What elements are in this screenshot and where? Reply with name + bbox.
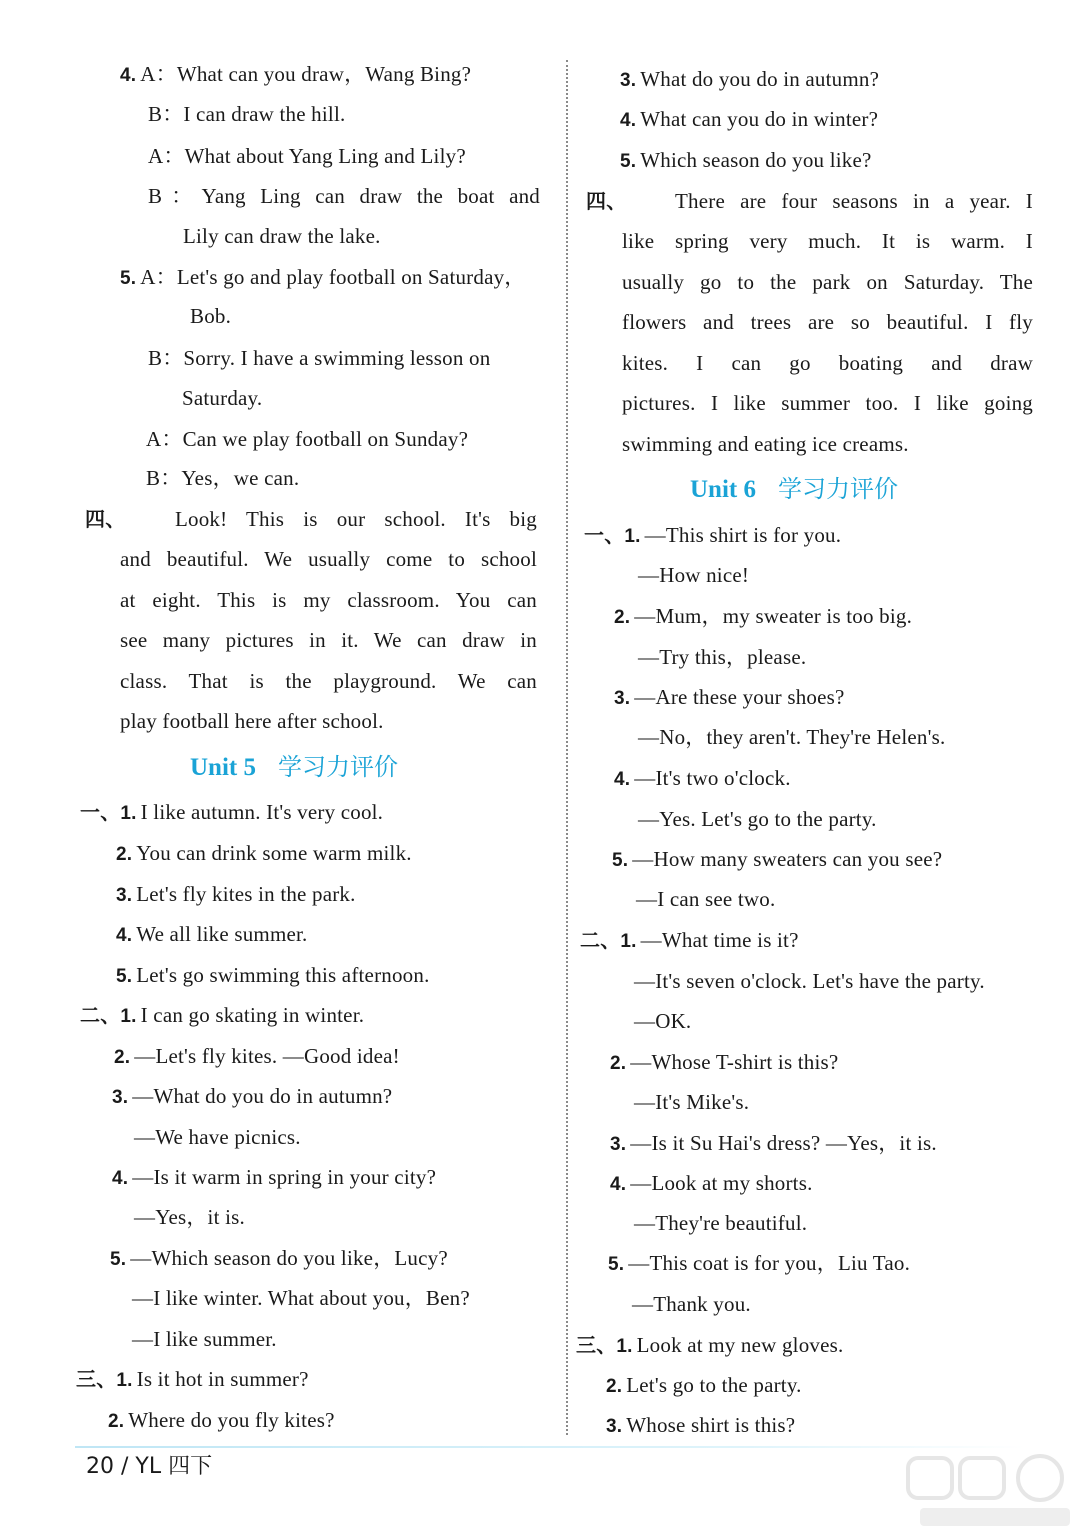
u5-sec3-item1: 三、1. Is it hot in summer? bbox=[76, 1367, 309, 1391]
right-sec4-line4: flowers and trees are so beautiful. I fly bbox=[622, 310, 1033, 334]
column-divider bbox=[566, 60, 568, 1435]
left-q5-line4: Saturday. bbox=[182, 386, 263, 410]
right-sec4-line5: kites. I can go boating and draw bbox=[622, 351, 1033, 375]
u6-sec2-item3: 3. —Is it Su Hai's dress? —Yes，it is. bbox=[610, 1131, 937, 1155]
right-u5-sec3-item5: 5. Which season do you like? bbox=[620, 148, 872, 172]
u6-sec1-item3a: 3. —Are these your shoes? bbox=[614, 685, 845, 709]
right-sec4-label: 四、 bbox=[586, 189, 627, 213]
u6-sec1-item1b: —How nice! bbox=[638, 563, 750, 587]
u5-sec1-item5: 5. Let's go swimming this afternoon. bbox=[116, 963, 430, 987]
u6-sec3-item2: 2. Let's go to the party. bbox=[606, 1373, 802, 1397]
right-sec4-line1: There are four seasons in a year. I bbox=[675, 189, 1033, 213]
u5-sec2-item5a: 5. —Which season do you like，Lucy? bbox=[110, 1246, 448, 1270]
u6-sec2-item5b: —Thank you. bbox=[632, 1292, 751, 1316]
u6-sec2-item1a: 二、1. —What time is it? bbox=[580, 928, 799, 952]
right-sec4-line7: swimming and eating ice creams. bbox=[622, 432, 909, 456]
u5-sec1-item4: 4. We all like summer. bbox=[116, 922, 308, 946]
page-footer: 20 / YL 四下 bbox=[86, 1454, 213, 1479]
u6-sec1-item5a: 5. —How many sweaters can you see? bbox=[612, 847, 943, 871]
u5-sec2-item3b: —We have picnics. bbox=[134, 1125, 301, 1149]
left-sec4-line5: class. That is the playground. We can bbox=[120, 669, 537, 693]
u6-sec2-item4b: —They're beautiful. bbox=[634, 1211, 808, 1235]
u6-sec1-item1a: 一、1. —This shirt is for you. bbox=[584, 523, 842, 547]
left-sec4-line2: and beautiful. We usually come to school bbox=[120, 547, 537, 571]
u5-sec1-item3: 3. Let's fly kites in the park. bbox=[116, 882, 356, 906]
u5-sec2-item1: 二、1. I can go skating in winter. bbox=[80, 1003, 365, 1027]
u6-sec1-item4a: 4. —It's two o'clock. bbox=[614, 766, 791, 790]
right-u5-sec3-item3: 3. What do you do in autumn? bbox=[620, 67, 880, 91]
left-q5-line3: B：Sorry. I have a swimming lesson on bbox=[148, 346, 491, 370]
left-sec4-line6: play football here after school. bbox=[120, 709, 384, 733]
watermark-logo-icon bbox=[900, 1452, 1080, 1532]
u6-sec1-item4b: —Yes. Let's go to the party. bbox=[638, 807, 877, 831]
left-sec4-line4: see many pictures in it. We can draw in bbox=[120, 628, 537, 652]
u6-sec2-item1c: —OK. bbox=[634, 1009, 692, 1033]
u5-sec1-item2: 2. You can drink some warm milk. bbox=[116, 841, 412, 865]
footer-rule bbox=[75, 1446, 1025, 1448]
unit6-heading: Unit 6 学习力评价 bbox=[690, 475, 898, 503]
left-q4-line5: Lily can draw the lake. bbox=[183, 224, 381, 248]
right-sec4-line2: like spring very much. It is warm. I bbox=[622, 229, 1033, 253]
left-q5-line2: Bob. bbox=[190, 304, 232, 328]
left-q4-line2: B：I can draw the hill. bbox=[148, 102, 346, 126]
u5-sec2-item5c: —I like summer. bbox=[132, 1327, 277, 1351]
left-sec4-label: 四、 bbox=[85, 507, 126, 531]
u5-sec2-item2: 2. —Let's fly kites. —Good idea! bbox=[114, 1044, 400, 1068]
u5-sec1-item1: 一、1. I like autumn. It's very cool. bbox=[80, 800, 384, 824]
u6-sec2-item1b: —It's seven o'clock. Let's have the party. bbox=[634, 969, 985, 993]
u5-sec2-item4b: —Yes，it is. bbox=[134, 1205, 245, 1229]
left-sec4-line1: Look! This is our school. It's big bbox=[175, 507, 537, 531]
unit5-heading: Unit 5 学习力评价 bbox=[190, 753, 398, 781]
left-sec4-line3: at eight. This is my classroom. You can bbox=[120, 588, 537, 612]
left-q4-line4: B：Yang Ling can draw the boat and bbox=[148, 184, 540, 208]
left-q4-line3: A：What about Yang Ling and Lily? bbox=[148, 144, 466, 168]
u6-sec1-item3b: —No，they aren't. They're Helen's. bbox=[638, 725, 946, 749]
u6-sec2-item2a: 2. —Whose T-shirt is this? bbox=[610, 1050, 839, 1074]
u6-sec2-item2b: —It's Mike's. bbox=[634, 1090, 750, 1114]
right-u5-sec3-item4: 4. What can you do in winter? bbox=[620, 107, 879, 131]
left-q4-line1: 4. A：What can you draw，Wang Bing? bbox=[120, 62, 472, 86]
u5-sec2-item5b: —I like winter. What about you，Ben? bbox=[132, 1286, 470, 1310]
left-q5-line6: B：Yes，we can. bbox=[146, 466, 300, 490]
left-q5-line5: A：Can we play football on Sunday? bbox=[146, 427, 469, 451]
u5-sec2-item4a: 4. —Is it warm in spring in your city? bbox=[112, 1165, 437, 1189]
u6-sec1-item2b: —Try this，please. bbox=[638, 645, 807, 669]
u6-sec2-item5a: 5. —This coat is for you，Liu Tao. bbox=[608, 1251, 911, 1275]
u6-sec3-item1: 三、1. Look at my new gloves. bbox=[576, 1333, 844, 1357]
left-q5-line1: 5. A：Let's go and play football on Saturday， bbox=[120, 265, 526, 289]
u5-sec3-item2: 2. Where do you fly kites? bbox=[108, 1408, 335, 1432]
right-sec4-line6: pictures. I like summer too. I like going bbox=[622, 391, 1033, 415]
u6-sec3-item3: 3. Whose shirt is this? bbox=[606, 1413, 796, 1437]
u5-sec2-item3a: 3. —What do you do in autumn? bbox=[112, 1084, 393, 1108]
u6-sec1-item2a: 2. —Mum，my sweater is too big. bbox=[614, 604, 913, 628]
u6-sec1-item5b: —I can see two. bbox=[636, 887, 776, 911]
right-sec4-line3: usually go to the park on Saturday. The bbox=[622, 270, 1033, 294]
u6-sec2-item4a: 4. —Look at my shorts. bbox=[610, 1171, 813, 1195]
